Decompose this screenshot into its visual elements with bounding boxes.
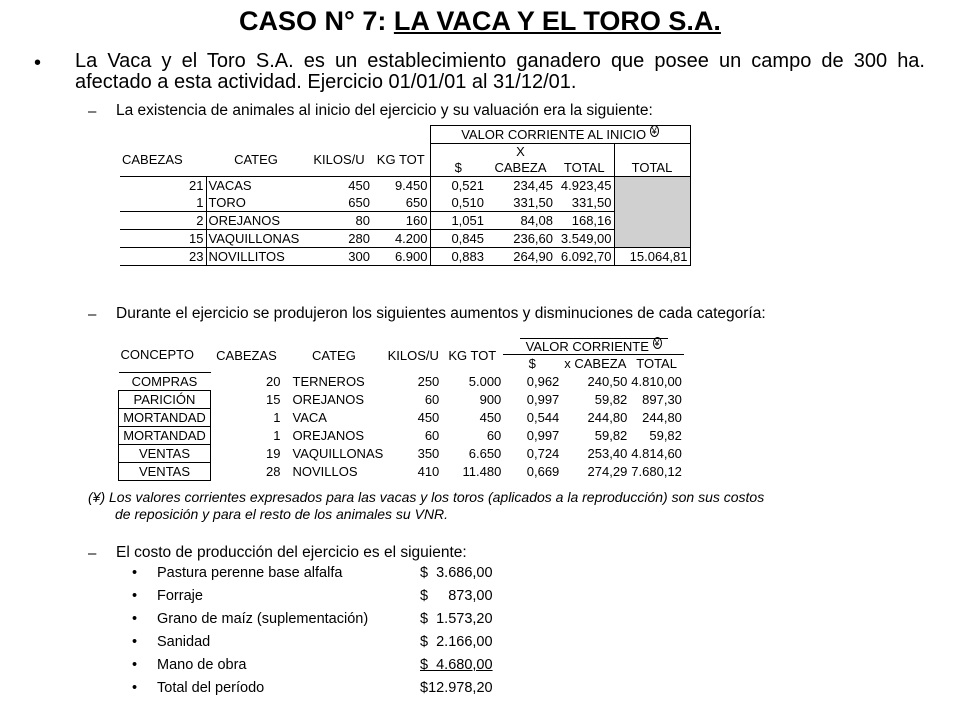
section3-text: El costo de producción del ejercicio es el siguiente:: [116, 544, 467, 561]
list-item: [132, 680, 532, 700]
t2-header-concepto: CONCEPTO: [120, 347, 194, 363]
t1-header-x: X: [486, 144, 555, 160]
list-bullet: •: [132, 657, 138, 673]
page-title: [0, 6, 960, 37]
star-mark: ¥: [654, 337, 660, 348]
t1-header-cabeza: CABEZA: [486, 159, 555, 177]
t1-header-categ: CATEG: [206, 144, 306, 177]
intro-bullet: •: [34, 52, 42, 74]
table-row: 1 TORO 650 650 0,510 331,50 331,50: [120, 194, 690, 212]
list-bullet: •: [132, 565, 138, 581]
table-row: VENTAS 28 NOVILLOS 410 11.480 0,669 274,29 7.680,12: [119, 462, 684, 480]
section2-text: Durante el ejercicio se produjeron los siguientes aumentos y disminuciones de cada categoría:: [116, 305, 766, 322]
intro-paragraph: La Vaca y el Toro S.A. es un establecimiento ganadero que posee un campo de 300 ha. afectado a esta actividad. Ejercicio 01/01/01 al 31/12/01.: [75, 50, 925, 93]
list-bullet: •: [132, 588, 138, 604]
table-row: 23 NOVILLITOS 300 6.900 0,883 264,90 6.092,70 15.064,81: [120, 248, 690, 266]
t2-header-total: TOTAL: [629, 355, 684, 373]
list-bullet: •: [132, 634, 138, 650]
table-row: MORTANDAD 1 OREJANOS 60 60 0,997 59,82 59,82: [119, 426, 684, 444]
table-row: 21 VACAS 450 9.450 0,521 234,45 4.923,45: [120, 177, 690, 195]
star-mark: ¥: [651, 126, 657, 136]
cost-value: $ 2.166,00: [420, 634, 493, 650]
t2-header-xcabeza: x CABEZA: [561, 355, 629, 373]
table-row: 2 OREJANOS 80 160 1,051 84,08 168,16: [120, 212, 690, 230]
movements-table: [118, 338, 684, 481]
cost-value: $ 4.680,00: [420, 657, 493, 673]
list-bullet: •: [132, 680, 138, 696]
section1-dash: –: [88, 103, 97, 120]
list-item: [132, 611, 532, 631]
cost-value: $ 873,00: [420, 588, 493, 604]
t1-header-kgtot: KG TOT: [372, 144, 430, 177]
title-prefix: CASO N° 7:: [239, 6, 394, 36]
section2-dash: –: [88, 306, 97, 323]
t1-header-total2: TOTAL: [614, 159, 690, 177]
opening-stock-table: [120, 125, 691, 266]
cost-label: Mano de obra: [157, 657, 247, 673]
t2-header-kgtot: KG TOT: [448, 347, 497, 363]
t2-header-cabezas: CABEZAS: [216, 347, 277, 363]
t1-header-pesos: $: [430, 159, 486, 177]
footnote-line2: de reposición y para el resto de los animales su VNR.: [115, 506, 449, 522]
section1-text: La existencia de animales al inicio del ejercicio y su valuación era la siguiente:: [116, 102, 653, 119]
cost-value: $ 3.686,00: [420, 565, 493, 581]
list-item: [132, 565, 532, 585]
cost-value: $ 1.573,20: [420, 611, 493, 627]
t1-group-header: VALOR CORRIENTE AL INICIO ¥: [430, 126, 690, 144]
title-company: LA VACA Y EL TORO S.A.: [393, 6, 721, 36]
t2-group-header: VALOR CORRIENTE ¥: [503, 338, 684, 355]
t2-header-kilos: KILOS/U: [387, 347, 439, 363]
t1-header-kilos: KILOS/U: [306, 144, 372, 177]
t2-header-categ: CATEG: [311, 347, 356, 363]
cost-label: Total del período: [157, 680, 265, 696]
section3-dash: –: [88, 545, 97, 562]
t1-header-pesos-top: [430, 144, 486, 160]
cost-total: $12.978,20: [420, 680, 493, 696]
list-item: [132, 588, 532, 608]
footnote: [88, 489, 923, 523]
t1-header-cabezas: CABEZAS: [120, 144, 206, 177]
list-bullet: •: [132, 611, 138, 627]
table-row: PARICIÓN 15 OREJANOS 60 900 0,997 59,82 897,30: [119, 390, 684, 408]
t2-header-pesos: $: [503, 355, 561, 373]
table-row: COMPRAS 20 TERNEROS 250 5.000 0,962 240,50 4.810,00: [119, 372, 684, 390]
list-item: [132, 634, 532, 654]
table-row: 15 VAQUILLONAS 280 4.200 0,845 236,60 3.549,00: [120, 230, 690, 248]
cost-label: Sanidad: [157, 634, 211, 650]
footnote-line1: (¥) Los valores corrientes expresados para las vacas y los toros (aplicados a la reproducción) son sus costos: [88, 489, 765, 505]
list-item: [132, 657, 532, 677]
table-row: MORTANDAD 1 VACA 450 450 0,544 244,80 244,80: [119, 408, 684, 426]
cost-label: Forraje: [157, 588, 203, 604]
cost-label: Grano de maíz (suplementación): [157, 611, 369, 627]
table-row: VENTAS 19 VAQUILLONAS 350 6.650 0,724 253,40 4.814,60: [119, 444, 684, 462]
cost-label: Pastura perenne base alfalfa: [157, 565, 343, 581]
t1-header-total: TOTAL: [555, 159, 614, 177]
